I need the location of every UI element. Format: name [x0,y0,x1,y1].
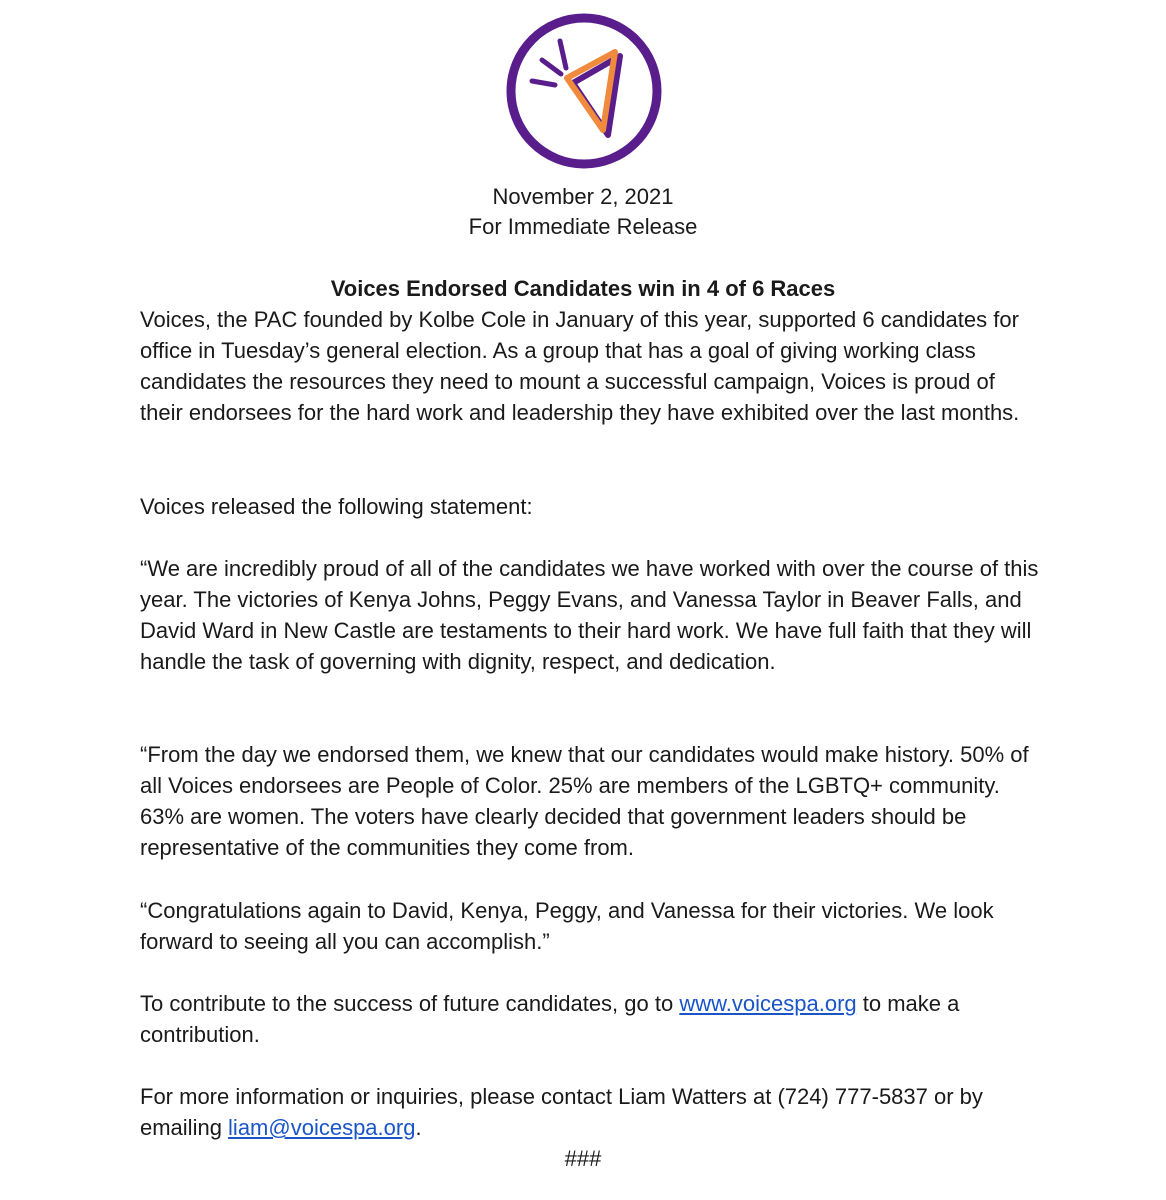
intro-paragraph: Voices, the PAC founded by Kolbe Cole in January of this year, supported 6 candidates for office in Tuesday’s general election. As a group that has a goal of giving working class candidates the resources they need to mount a successful campaign, Voices is proud of their endorsees for the hard work and leadership they have exhibited over the last months. [140,307,1020,425]
end-mark: ### [564,1146,602,1171]
contact-paragraph [140,1081,1040,1143]
statement-paragraph-1: “We are incredibly proud of all of the candidates we have worked with over the course of this year. The victories of Kenya Johns, Peggy Evans, and Vanessa Taylor in Beaver Falls, and David Ward in New Castle are testaments to their hard work. We have full faith that they will handle the task of governing with dignity, respect, and dedication. [140,556,1039,674]
statement-paragraph-3: “Congratulations again to David, Kenya, Peggy, and Vanessa for their victories. We look forward to seeing all you can accomplish.” [140,898,994,954]
contact-text: For more information or inquiries, please contact Liam Watters at (724) 777-5837 or by emailing [140,1084,983,1140]
email-link[interactable]: liam@voicespa.org [228,1115,416,1140]
statement-paragraph-2: “From the day we endorsed them, we knew that our candidates would make history. 50% of all Voices endorsees are People of Color. 25% are members of the LGBTQ+ community. 63% are women. The voters have clearly decided that government leaders should be representative of the communities they come from. [140,742,1029,860]
contribute-paragraph [140,988,1040,1050]
megaphone-triangle-icon [505,12,663,170]
headline: Voices Endorsed Candidates win in 4 of 6 Races [330,276,836,301]
contribute-text: To contribute to the success of future candidates, go to [140,991,680,1016]
release-notice: For Immediate Release [468,214,698,239]
website-link[interactable]: www.voicespa.org [679,991,857,1016]
release-date: November 2, 2021 [492,184,674,209]
contribute-text-end: to make a contribution. [140,991,960,1047]
contact-text-end: . [415,1115,422,1140]
statement-intro: Voices released the following statement: [140,494,533,519]
